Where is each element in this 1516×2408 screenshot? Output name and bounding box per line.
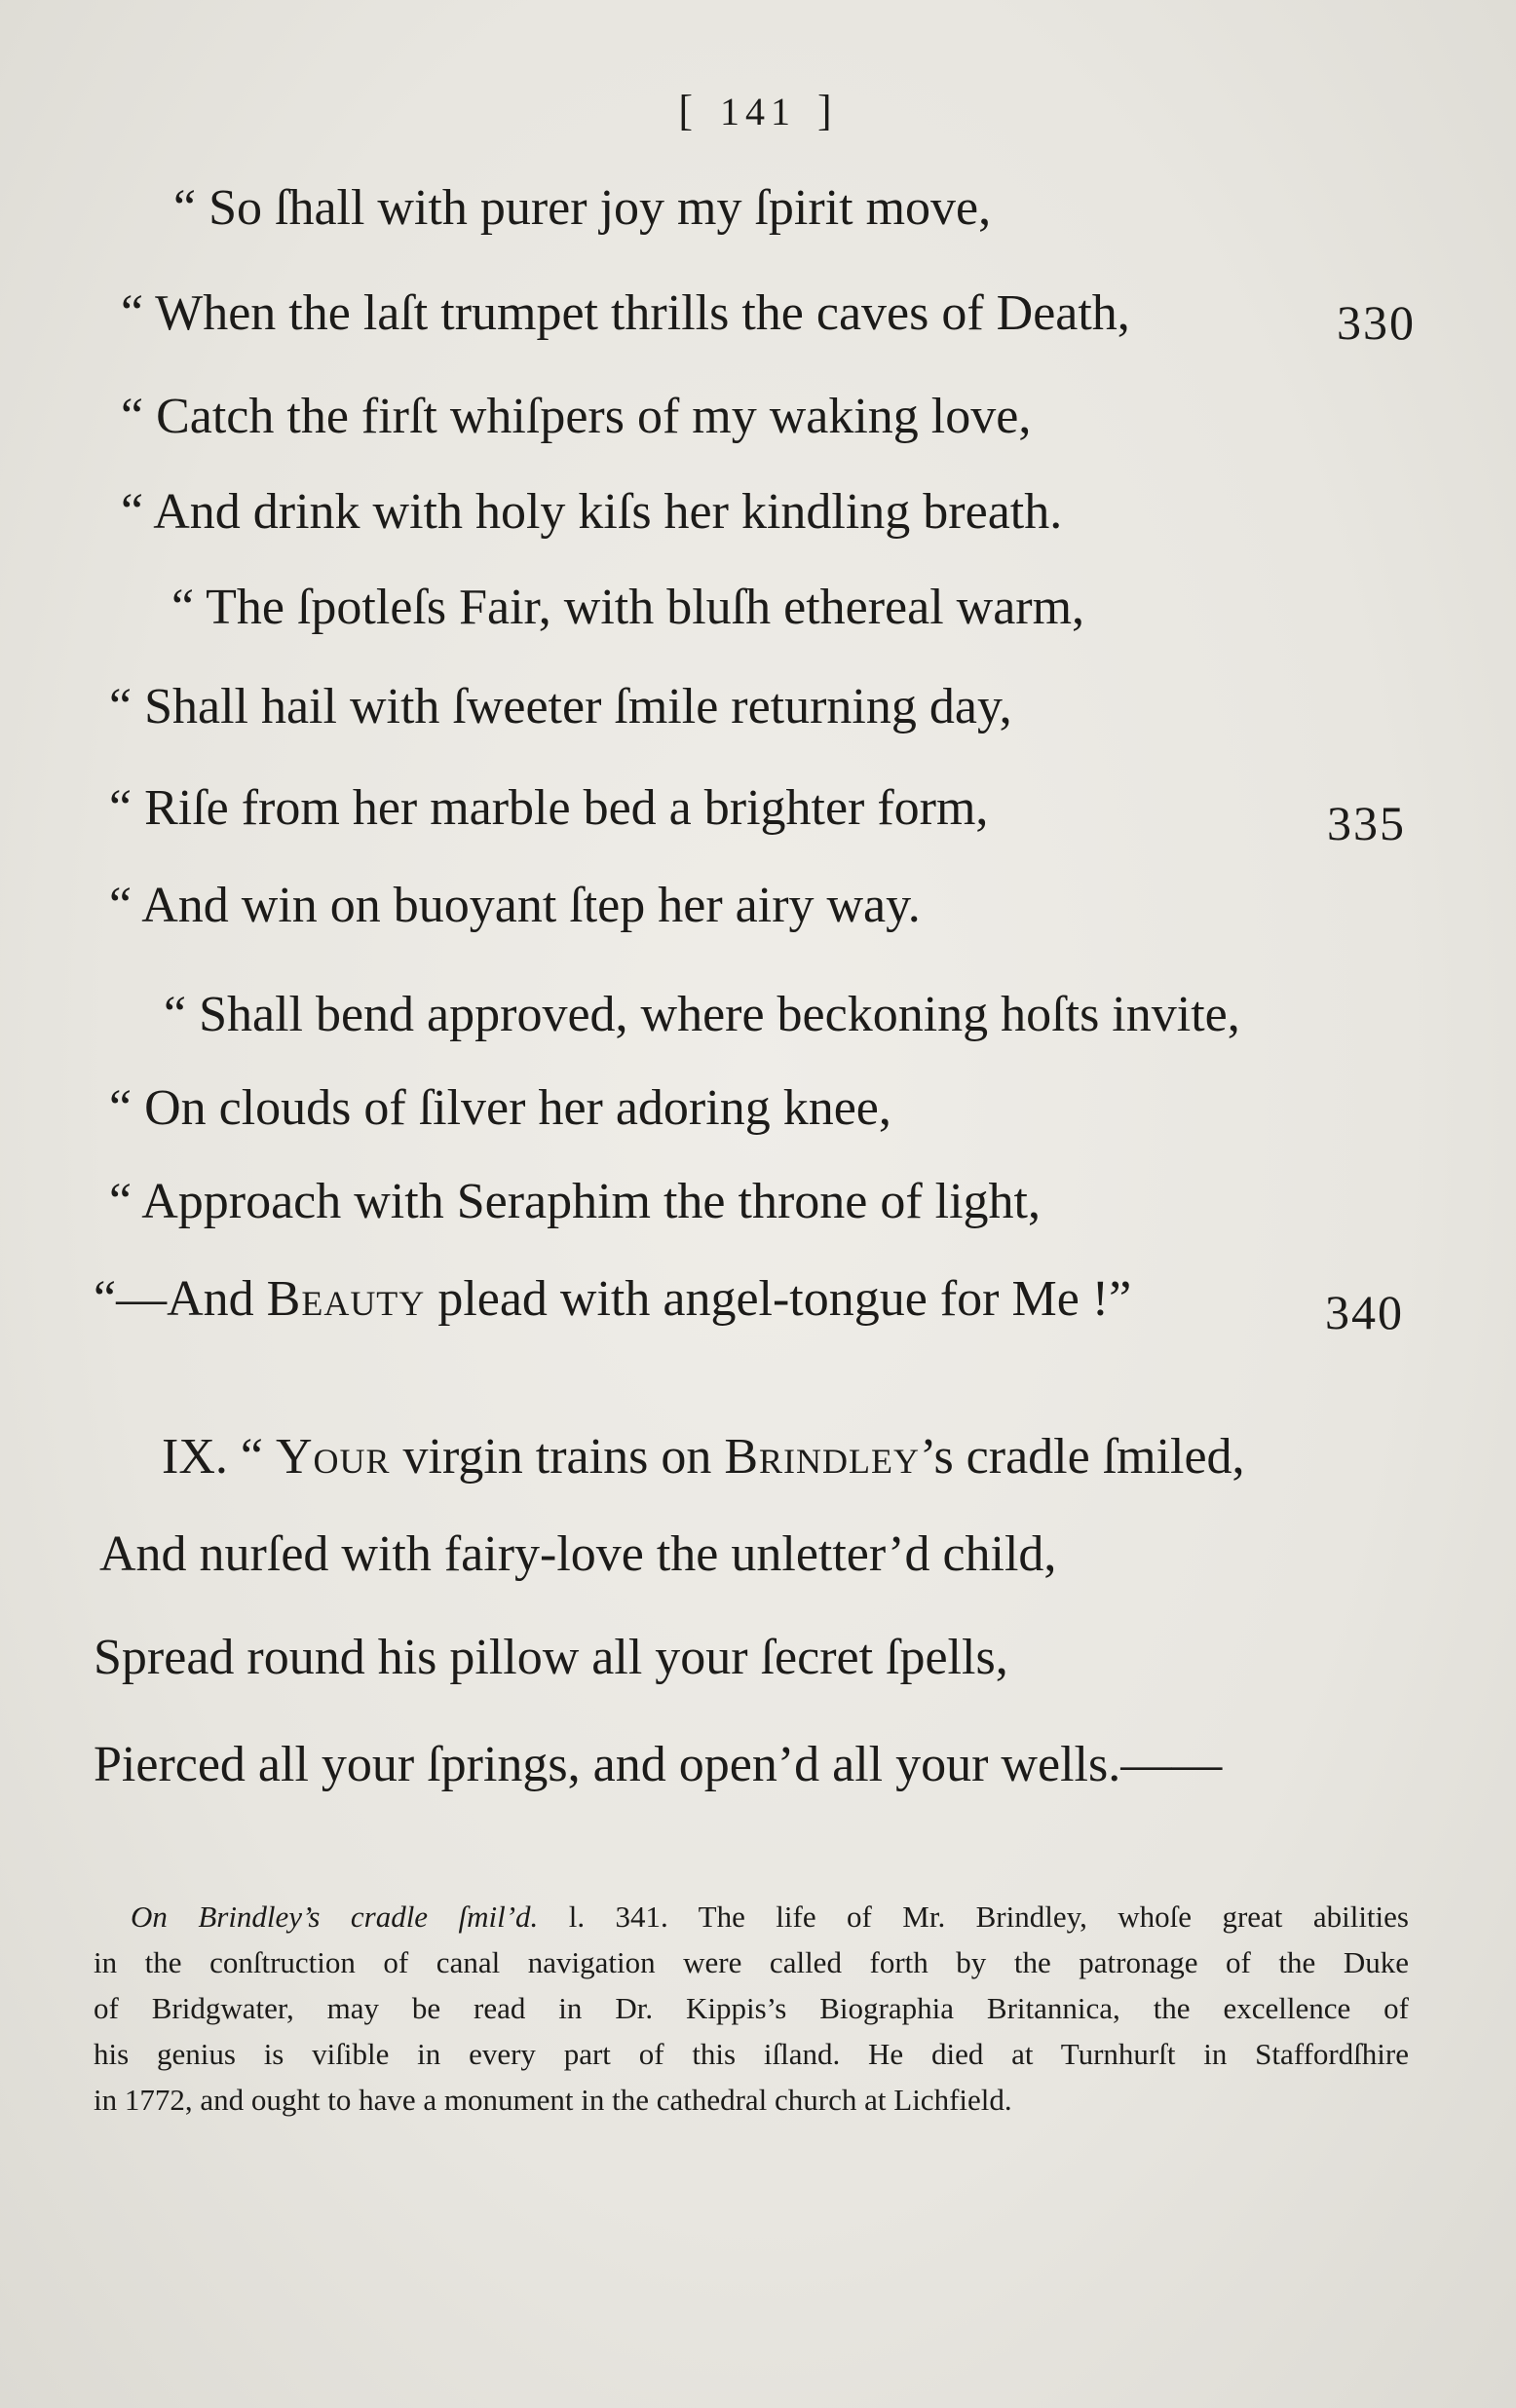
- smallcaps-word: Brindley: [724, 1429, 920, 1485]
- page-number-header: [0, 86, 1516, 135]
- line-number: 340: [1325, 1285, 1404, 1339]
- verse-line: IX. “ Your virgin trains on Brindley’s cradle ſmiled,: [162, 1429, 1245, 1485]
- footnote-line: in the conſtruction of canal navigation were called forth by the patronage of the Duke: [94, 1945, 1409, 1979]
- verse-line: “ And win on buoyant ſtep her airy way.: [109, 878, 921, 933]
- footnote-line-last: in 1772, and ought to have a monument in the cathedral church at Lichfield.: [94, 2083, 1012, 2117]
- verse-line: “ Catch the firſt whiſpers of my waking love,: [121, 389, 1032, 444]
- smallcaps-word: Beauty: [266, 1271, 426, 1327]
- verse-line: “ Shall hail with ſweeter ſmile returning day,: [109, 679, 1012, 734]
- verse-line: “ And drink with holy kiſs her kindling breath.: [121, 484, 1063, 540]
- footnote-line: his genius is viſible in every part of this iſland. He died at Turnhurſt in Staffordſhire: [94, 2037, 1409, 2071]
- verse-line: Pierced all your ſprings, and open’d all your wells.——: [94, 1737, 1223, 1792]
- bracket-right: ]: [817, 87, 838, 134]
- verse-line: “ Riſe from her marble bed a brighter form,: [109, 780, 989, 836]
- verse-line: “ Approach with Seraphim the throne of light,: [109, 1174, 1042, 1229]
- verse-line: Spread round his pillow all your ſecret ſpells,: [94, 1630, 1008, 1685]
- verse-line: “ On clouds of ſilver her adoring knee,: [109, 1080, 891, 1136]
- footnote-line: of Bridgwater, may be read in Dr. Kippis’s Biographia Britannica, the excellence of: [94, 1991, 1409, 2025]
- verse-line: “ The ſpotleſs Fair, with bluſh ethereal warm,: [171, 580, 1085, 635]
- smallcaps-word: Your: [275, 1429, 391, 1485]
- verse-line: “ When the laſt trumpet thrills the caves of Death,: [121, 285, 1130, 341]
- page-number: 141: [720, 90, 796, 133]
- verse-line: “—And Beauty plead with angel-tongue for Me !”: [94, 1271, 1132, 1327]
- footnote-reference: On Brindley’s cradle ſmil’d.: [131, 1900, 539, 1934]
- line-number: 335: [1327, 796, 1406, 850]
- verse-line: “ Shall bend approved, where beckoning hoſts invite,: [164, 987, 1240, 1042]
- verse-line: And nurſed with fairy-love the unletter’d child,: [99, 1526, 1057, 1582]
- line-number: 330: [1337, 295, 1416, 350]
- footnote-line-ref: l. 341.: [568, 1900, 668, 1934]
- verse-line: “ So ſhall with purer joy my ſpirit move,: [173, 180, 992, 236]
- bracket-left: [: [678, 87, 699, 134]
- footnote: [94, 1894, 1409, 2123]
- footnote-line: On Brindley’s cradle ſmil’d. l. 341. The life of Mr. Brindley, whoſe great abilities: [131, 1900, 1409, 1934]
